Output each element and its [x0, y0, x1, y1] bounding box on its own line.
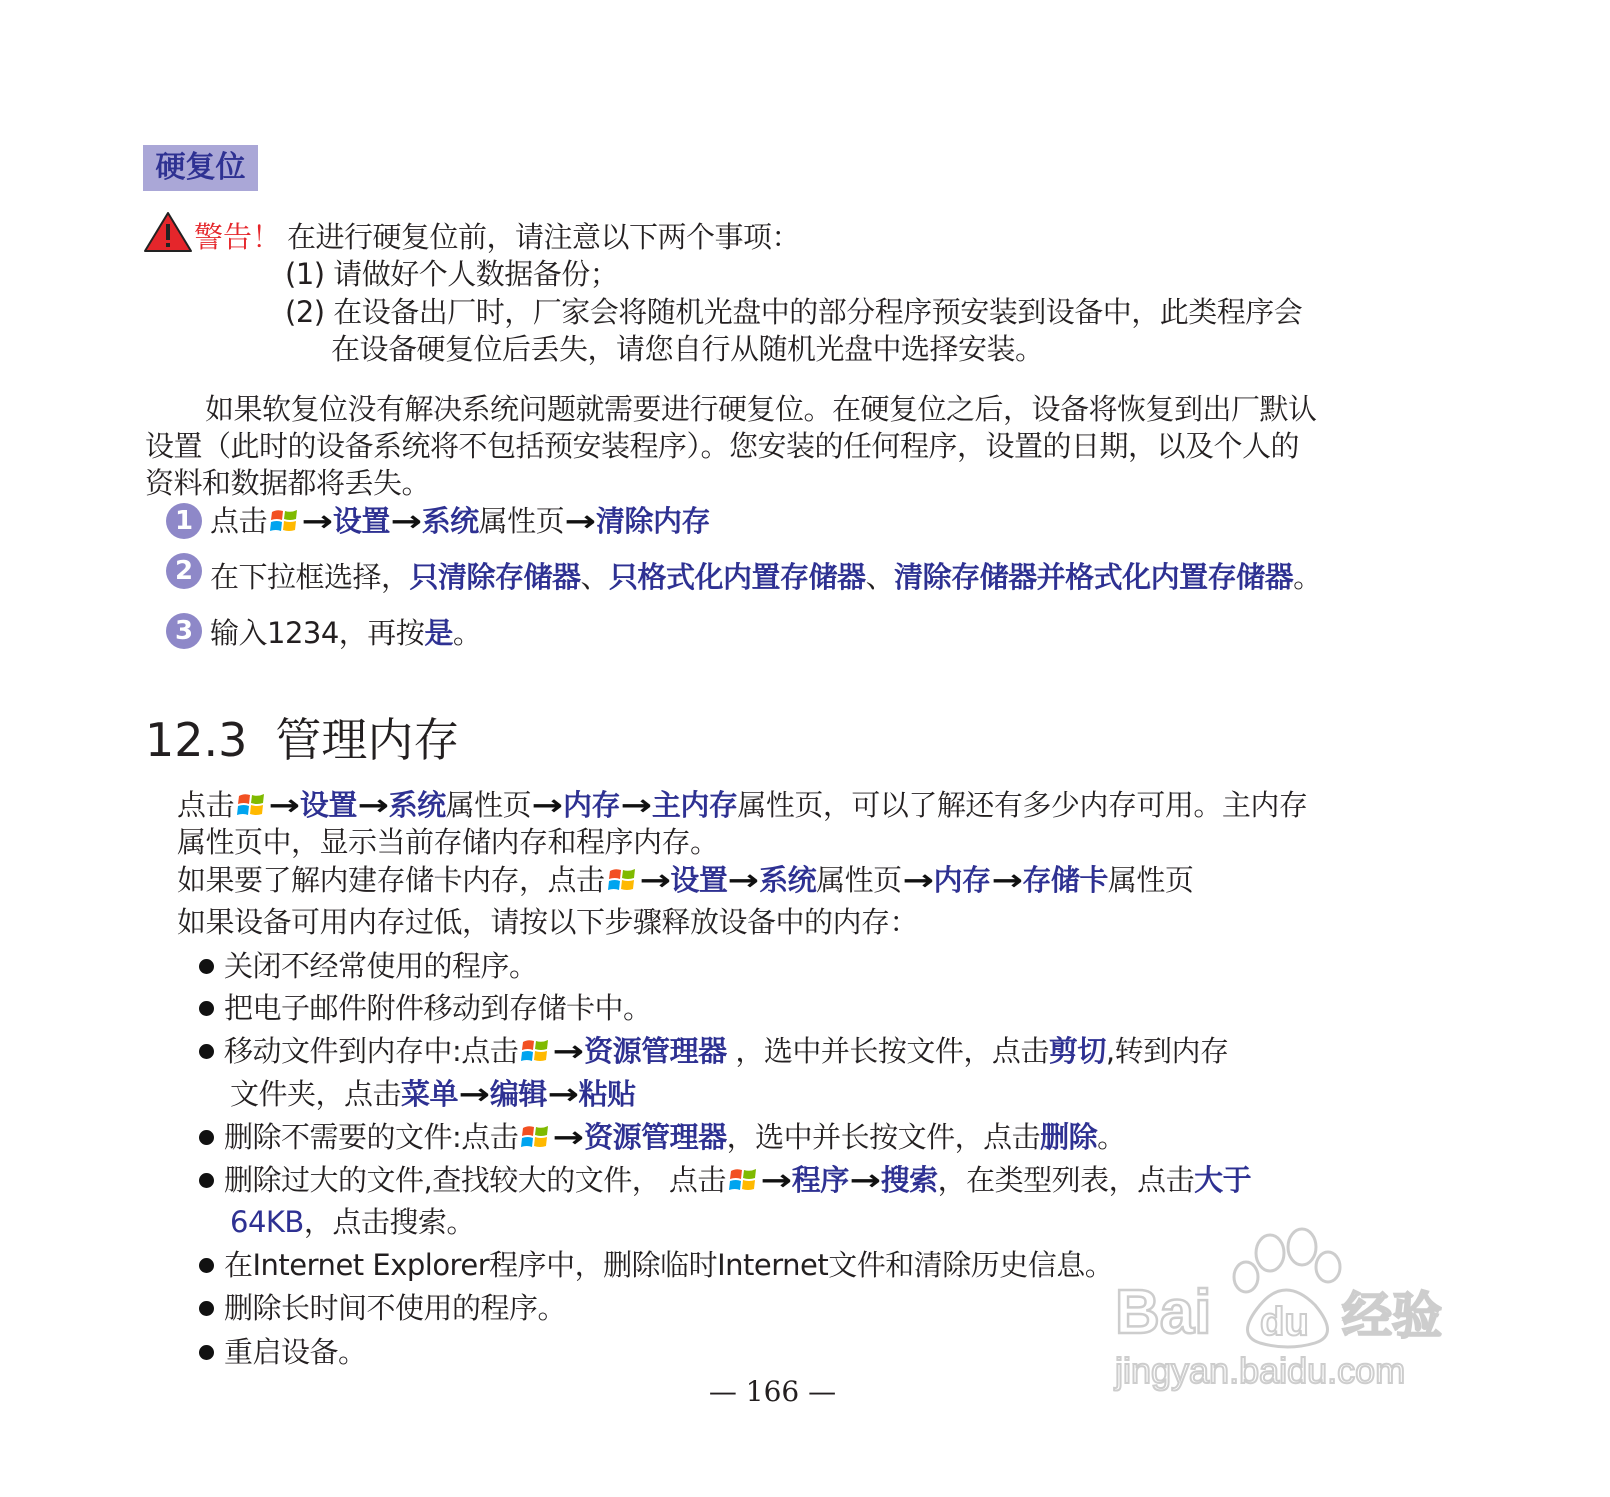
section-line — [177, 786, 1307, 824]
text-run: 如果软复位没有解决系统问题就需要进行硬复位。在硬复位之后，设备将恢复到出厂默认 — [205, 392, 1317, 426]
menu-path-term: 系统 — [759, 863, 817, 897]
text-run: 。 — [1293, 560, 1322, 594]
menu-path-term: 系统 — [388, 788, 446, 822]
arrow-right-icon: → — [638, 863, 670, 897]
menu-path-term: 存储卡 — [1022, 863, 1108, 897]
step-number-badge: 3 — [166, 613, 202, 649]
text-run: 、 — [580, 560, 610, 594]
text-run: 在下拉框选择， — [210, 560, 410, 594]
intro-line — [145, 427, 1299, 465]
bullet-item — [224, 989, 652, 1027]
bullet-item — [224, 1289, 566, 1327]
menu-path-term: 编辑 — [489, 1077, 547, 1111]
bullet-item — [224, 1246, 1113, 1284]
step-number-badge: 1 — [166, 503, 202, 539]
text-run: 、 — [865, 560, 895, 594]
text-run: 属性页 — [445, 788, 532, 822]
arrow-right-icon: → — [564, 504, 596, 538]
section-line — [177, 903, 918, 941]
section-header-hard-reset: 硬复位 — [143, 145, 258, 191]
windows-start-icon — [728, 1165, 758, 1195]
section-heading — [145, 710, 459, 770]
text-run: ，选中并长按文件，点击 — [726, 1034, 1049, 1068]
bullet-dot — [199, 1044, 214, 1059]
step-text — [210, 614, 481, 652]
svg-text:du: du — [1260, 1300, 1309, 1344]
text-run: 点击 — [177, 788, 235, 822]
text-run: 关闭不经常使用的程序。 — [224, 949, 538, 983]
text-run: (1) 请做好个人数据备份； — [285, 257, 619, 291]
bullet-dot — [199, 1258, 214, 1273]
section-number: 12.3 — [145, 713, 248, 767]
text-run: ,转到内存 — [1105, 1034, 1229, 1068]
menu-path-term: 清除存储器并格式化内置存储器 — [894, 560, 1294, 594]
text-run: ，选中并长按文件，点击 — [726, 1120, 1041, 1154]
bullet-dot — [199, 1301, 214, 1316]
menu-path-term: 资源管理器 — [584, 1034, 727, 1068]
arrow-right-icon: → — [301, 504, 333, 538]
step-text — [210, 558, 1322, 596]
text-run: 在进行硬复位前，请注意以下两个事项： — [287, 220, 801, 254]
text-run: 设置（此时的设备系统将不包括预安装程序）。您安装的任何程序，设置的日期，以及个人的 — [145, 429, 1300, 463]
intro-line — [145, 464, 430, 502]
bullet-item — [224, 1161, 1251, 1199]
arrow-right-icon: → — [268, 788, 300, 822]
text-run: ，点击搜索。 — [303, 1205, 475, 1239]
text-run: ，在类型列表，点击 — [937, 1163, 1195, 1197]
arrow-right-icon: → — [727, 863, 759, 897]
section-line — [177, 823, 719, 861]
text-run: 在设备硬复位后丢失，请您自行从随机光盘中选择安装。 — [331, 332, 1044, 366]
text-run: 属性页 — [478, 504, 565, 538]
text-run: 在Internet Explorer程序中，删除临时Internet文件和清除历史信息。 — [224, 1248, 1114, 1282]
bullet-item — [224, 1333, 367, 1371]
text-run: 重启设备。 — [224, 1335, 367, 1369]
arrow-right-icon: → — [990, 863, 1022, 897]
svg-text:jingyan.baidu.com: jingyan.baidu.com — [1115, 1350, 1406, 1391]
text-run: 把电子邮件附件移动到存储卡中。 — [224, 991, 652, 1025]
arrow-right-icon: → — [620, 788, 652, 822]
windows-start-icon — [236, 790, 266, 820]
text-run: 删除不需要的文件:点击 — [224, 1120, 519, 1154]
bullet-dot — [199, 1345, 214, 1360]
text-run: 属性页 — [816, 863, 902, 897]
windows-start-icon — [520, 1036, 550, 1066]
svg-text:经验: 经验 — [1342, 1287, 1442, 1345]
bullet-dot — [199, 1173, 214, 1188]
text-run: 点击 — [210, 504, 268, 538]
menu-path-term: 剪切 — [1048, 1034, 1106, 1068]
step-text — [210, 502, 710, 540]
windows-start-icon — [269, 506, 299, 536]
warning-line — [285, 255, 618, 293]
bullet-item-continuation — [230, 1075, 636, 1113]
arrow-right-icon: → — [531, 788, 563, 822]
svg-text:Bai: Bai — [1115, 1278, 1212, 1347]
arrow-right-icon: → — [552, 1034, 584, 1068]
section-line — [177, 861, 1193, 899]
bullet-item-continuation — [230, 1203, 475, 1241]
arrow-right-icon: → — [390, 504, 422, 538]
step-number-badge: 2 — [166, 553, 202, 589]
bullet-item — [224, 947, 538, 985]
arrow-right-icon: → — [760, 1163, 792, 1197]
text-run: 删除长时间不使用的程序。 — [224, 1291, 567, 1325]
menu-path-term: 程序 — [791, 1163, 849, 1197]
bullet-dot — [199, 959, 214, 974]
text-run: 如果要了解内建存储卡内存，点击 — [177, 863, 605, 897]
bullet-dot — [199, 1130, 214, 1145]
arrow-right-icon: → — [547, 1077, 579, 1111]
section-title: 管理内存 — [275, 713, 460, 767]
warning-line — [287, 218, 800, 256]
text-run: 属性页 — [1107, 863, 1194, 897]
menu-path-term: 系统 — [421, 504, 479, 538]
arrow-right-icon: → — [458, 1077, 490, 1111]
text-run: 。 — [1097, 1120, 1126, 1154]
menu-path-term: 大于 — [1194, 1163, 1252, 1197]
text-run: 删除过大的文件,查找较大的文件， 点击 — [224, 1163, 726, 1197]
menu-path-term: 设置 — [299, 788, 357, 822]
arrow-right-icon: → — [552, 1120, 584, 1154]
menu-path-term: 只清除存储器 — [409, 560, 581, 594]
text-run: 如果设备可用内存过低，请按以下步骤释放设备中的内存： — [177, 905, 919, 939]
arrow-right-icon: → — [849, 1163, 881, 1197]
text-run: 资料和数据都将丢失。 — [145, 466, 431, 500]
warning-line — [285, 293, 1302, 331]
text-run: 64KB — [230, 1205, 304, 1239]
menu-path-term: 资源管理器 — [584, 1120, 727, 1154]
menu-path-term: 内存 — [933, 863, 991, 897]
warning-label: 警告！ — [194, 220, 282, 254]
menu-path-term: 删除 — [1040, 1120, 1098, 1154]
text-run: 。 — [452, 616, 482, 650]
menu-path-term: 内存 — [563, 788, 621, 822]
arrow-right-icon: → — [357, 788, 389, 822]
menu-path-term: 清除内存 — [596, 504, 711, 538]
text-run: 移动文件到内存中:点击 — [224, 1034, 519, 1068]
text-run: (2) 在设备出厂时，厂家会将随机光盘中的部分程序预安装到设备中，此类程序会 — [285, 295, 1303, 329]
intro-line — [205, 390, 1317, 428]
menu-path-term: 搜索 — [880, 1163, 938, 1197]
menu-path-term: 菜单 — [401, 1077, 459, 1111]
warning-triangle-icon — [143, 211, 193, 253]
menu-path-term: 设置 — [332, 504, 390, 538]
windows-start-icon — [520, 1122, 550, 1152]
warning-line — [331, 330, 1044, 368]
bullet-item — [224, 1032, 1229, 1070]
text-run: 属性页，可以了解还有多少内存可用。主内存 — [737, 788, 1308, 822]
bullet-dot — [199, 1001, 214, 1016]
menu-path-term: 只格式化内置存储器 — [609, 560, 866, 594]
text-run: 属性页中，显示当前存储内存和程序内存。 — [177, 825, 719, 859]
menu-path-term: 是 — [424, 616, 453, 650]
baidu-jingyan-watermark — [1110, 1225, 1480, 1395]
windows-start-icon — [607, 865, 637, 895]
page-number: — 166 — — [708, 1375, 837, 1408]
menu-path-term: 主内存 — [651, 788, 738, 822]
menu-path-term: 设置 — [670, 863, 728, 897]
text-run: 文件夹，点击 — [230, 1077, 402, 1111]
menu-path-term: 粘贴 — [578, 1077, 636, 1111]
bullet-item — [224, 1118, 1126, 1156]
text-run: 输入1234，再按 — [210, 616, 425, 650]
arrow-right-icon: → — [902, 863, 934, 897]
